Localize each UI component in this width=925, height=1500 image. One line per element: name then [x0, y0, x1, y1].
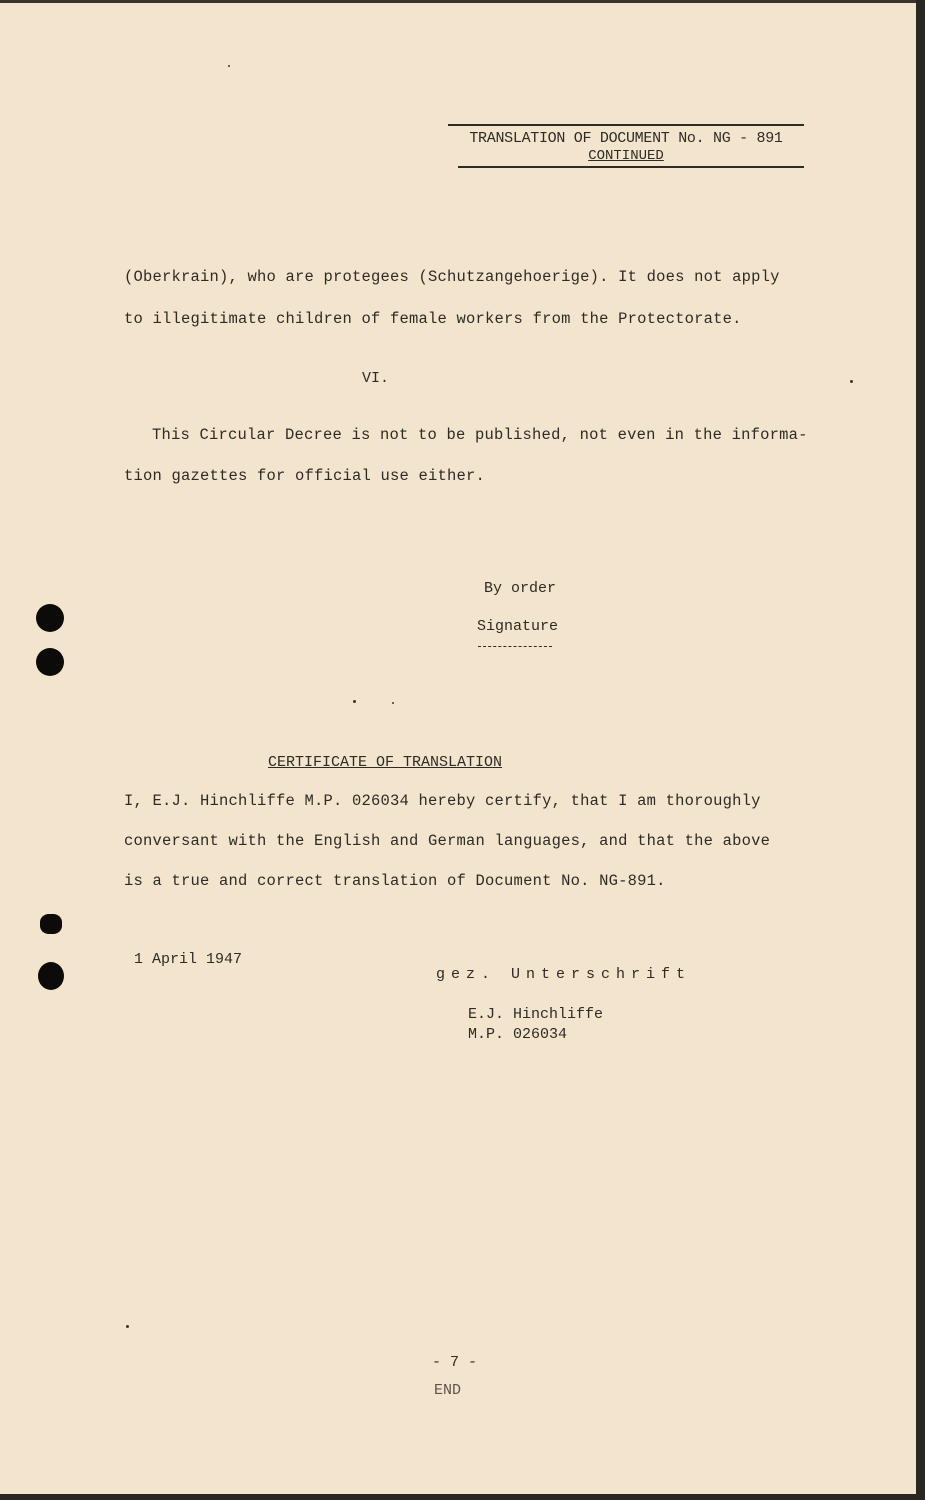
document-header — [448, 124, 804, 164]
translator-name: E.J. Hinchliffe — [468, 1006, 604, 1023]
header-continued: CONTINUED — [588, 148, 664, 164]
section-number: VI. — [362, 370, 390, 387]
punch-hole — [36, 604, 64, 632]
certificate-title: CERTIFICATE OF TRANSLATION — [268, 754, 503, 771]
certificate-date: 1 April 1947 — [134, 951, 243, 968]
paper-speck — [353, 700, 356, 703]
paper-speck — [392, 702, 394, 704]
certificate-line: is a true and correct translation of Document No. NG-891. — [124, 872, 666, 890]
paragraph-line: This Circular Decree is not to be published, not even in the informa- — [152, 426, 808, 444]
page-number: - 7 - — [432, 1354, 478, 1371]
scan-edge-top — [0, 0, 925, 3]
paragraph-line: (Oberkrain), who are protegees (Schutzangehoerige). It does not apply — [124, 268, 780, 286]
header-title: TRANSLATION OF DOCUMENT No. NG - 891 — [469, 130, 783, 147]
signature-text: Signature — [477, 618, 559, 635]
paragraph-line: tion gazettes for official use either. — [124, 467, 486, 485]
translator-id: M.P. 026034 — [468, 1026, 568, 1043]
certificate-line: I, E.J. Hinchliffe M.P. 026034 hereby certify, that I am thoroughly — [124, 792, 761, 810]
punch-hole — [40, 914, 62, 934]
paper-speck — [850, 380, 853, 383]
paragraph-line: to illegitimate children of female workers from the Protectorate. — [124, 310, 742, 328]
end-marker: END — [434, 1382, 462, 1399]
header-underline — [458, 166, 804, 168]
punch-hole — [38, 962, 64, 990]
signature-dash-line — [478, 646, 552, 647]
paper-speck — [126, 1325, 129, 1328]
scan-edge-bottom — [0, 1494, 925, 1500]
scan-edge-right — [916, 0, 925, 1500]
paper-speck — [228, 65, 230, 67]
by-order-text: By order — [484, 580, 557, 597]
gez-unterschrift: gez. Unterschrift — [436, 966, 692, 983]
punch-hole — [36, 648, 64, 676]
certificate-line: conversant with the English and German languages, and that the above — [124, 832, 771, 850]
